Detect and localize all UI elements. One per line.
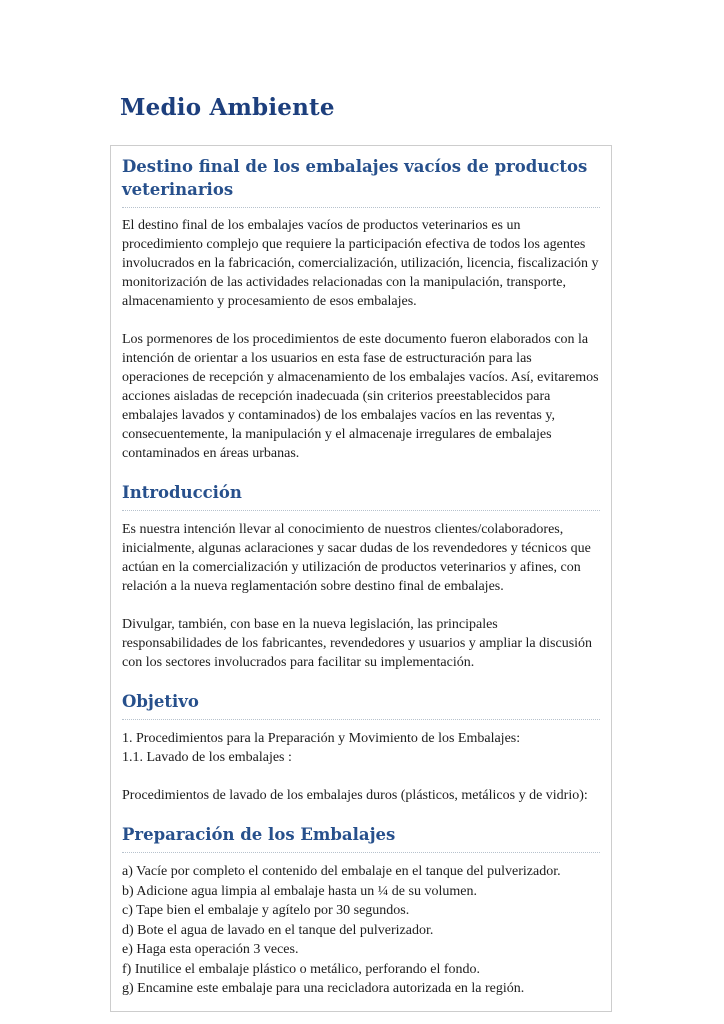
objetivo-line-2: 1.1. Lavado de los embalajes : bbox=[122, 750, 292, 765]
article-box bbox=[110, 145, 612, 1012]
step-d: d) Bote el agua de lavado en el tanque del pulverizador. bbox=[122, 922, 434, 938]
step-a: a) Vacíe por completo el contenido del embalaje en el tanque del pulverizador. bbox=[122, 864, 561, 879]
objetivo-paragraph: Procedimientos de lavado de los embalajes duros (plásticos, metálicos y de vidrio): bbox=[122, 788, 588, 803]
section-heading-objetivo: Objetivo bbox=[122, 691, 600, 720]
step-f: f) Inutilice el embalaje plástico o metálico, perforando el fondo. bbox=[122, 961, 481, 977]
introduccion-paragraph-1: Es nuestra intención llevar al conocimiento de nuestros clientes/colaboradores, inicialmente, algunas aclaraciones y sacar dudas de los revendedores y técnicos que actúan en la comercialización y utilización de productos veterinarios y afines, con relación a la nueva reglamentación sobre destino final de embalajes. bbox=[122, 522, 591, 594]
step-b: b) Adicione agua limpia al embalaje hasta un ¼ de su volumen. bbox=[122, 883, 477, 899]
section-heading-introduccion: Introducción bbox=[122, 482, 600, 511]
step-g: g) Encamine este embalaje para una recicladora autorizada en la región. bbox=[122, 981, 525, 996]
introduccion-paragraph-2: Divulgar, también, con base en la nueva legislación, las principales responsabilidades de los fabricantes, revendedores y usuarios y ampliar la discusión con los sectores involucrados para facilitar su implementación. bbox=[122, 617, 593, 670]
objetivo-numbered-lines bbox=[122, 729, 600, 767]
step-c: c) Tape bien el embalaje y agítelo por 30 segundos. bbox=[122, 903, 410, 918]
section-heading-preparacion: Preparación de los Embalajes bbox=[122, 824, 600, 853]
objetivo-line-1: 1. Procedimientos para la Preparación y Movimiento de los Embalajes: bbox=[122, 731, 521, 746]
article-heading: Destino final de los embalajes vacíos de productos veterinarios bbox=[122, 155, 600, 208]
intro-paragraph-1: El destino final de los embalajes vacíos de productos veterinarios es un procedimiento complejo que requiere la participación efectiva de todos los agentes involucrados en la fabricación, comercialización, utilización, licencia, fiscalización y monitorización de las actividades relacionadas con la manipulación, transporte, almacenamiento y procesamiento de esos embalajes. bbox=[122, 218, 599, 309]
page-title: Medio Ambiente bbox=[120, 94, 335, 121]
step-e: e) Haga esta operación 3 veces. bbox=[122, 942, 299, 957]
preparation-steps-list bbox=[122, 862, 600, 999]
intro-paragraph-2: Los pormenores de los procedimientos de este documento fueron elaborados con la intención de orientar a los usuarios en esta fase de estructuración para las operaciones de recepción y almacenamiento de los embalajes vacíos. Así, evitaremos acciones aisladas de recepción inadecuada (sin criterios preestablecidos para embalajes lavados y contaminados) de los embalajes vacíos en las reventas y, consecuentemente, la manipulación y el almacenaje irregulares de embalajes contaminados en áreas urbanas. bbox=[122, 332, 599, 461]
